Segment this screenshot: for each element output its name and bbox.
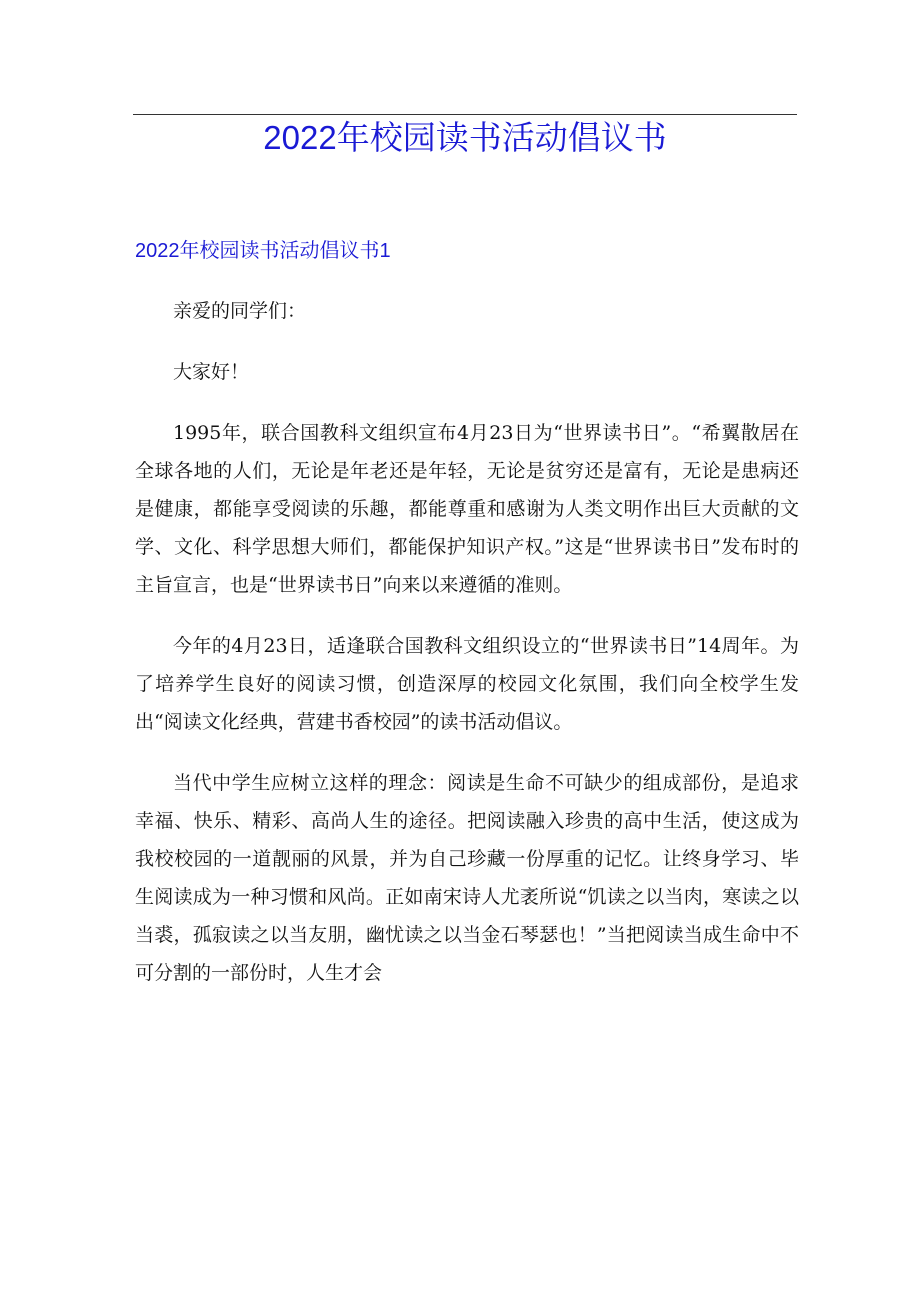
paragraph-salutation: 亲爱的同学们： <box>173 300 307 322</box>
header-rule <box>133 114 797 115</box>
document-title: 2022年校园读书活动倡议书 <box>263 119 667 156</box>
section-heading: 2022年校园读书活动倡议书1 <box>135 240 391 262</box>
paragraph-greeting: 大家好！ <box>173 361 250 383</box>
document-body <box>135 292 799 992</box>
paragraph-reading-philosophy: 当代中学生应树立这样的理念：阅读是生命不可缺少的组成部份，是追求幸福、快乐、精彩、高尚人生的途径。把阅读融入珍贵的高中生活，使这成为我校校园的一道靓丽的风景，并为自己珍藏一份厚重的记忆。让终身学习、毕生阅读成为一种习惯和风尚。正如南宋诗人尤袤所说“饥读之以当肉，寒读之以当裘，孤寂读之以当友朋，幽忧读之以当金石琴瑟也！”当把阅读当成生命中不可分割的一部份时，人生才会 <box>135 772 799 984</box>
paragraph-anniversary: 今年的4月23日，适逢联合国教科文组织设立的“世界读书日”14周年。为了培养学生良好的阅读习惯，创造深厚的校园文化氛围，我们向全校学生发出“阅读文化经典，营建书香校园”的读书活动倡议。 <box>135 635 799 733</box>
paragraph-world-book-day: 1995年，联合国教科文组织宣布4月23日为“世界读书日”。“希翼散居在全球各地的人们，无论是年老还是年轻，无论是贫穷还是富有，无论是患病还是健康，都能享受阅读的乐趣，都能尊重和感谢为人类文明作出巨大贡献的文学、文化、科学思想大师们，都能保护知识产权。”这是“世界读书日”发布时的主旨宣言，也是“世界读书日”向来以来遵循的准则。 <box>135 422 799 596</box>
